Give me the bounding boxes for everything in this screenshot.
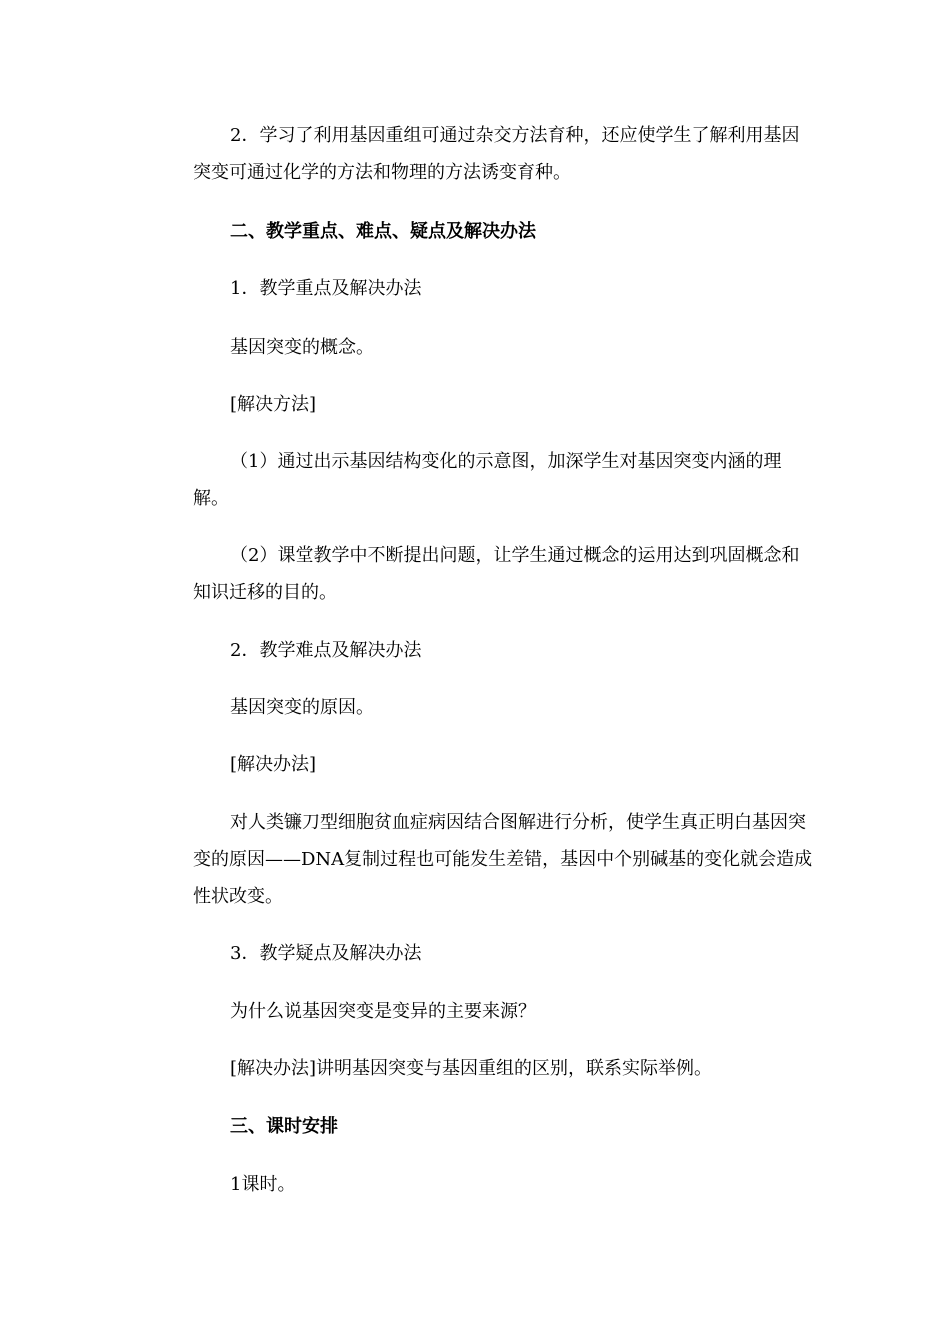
subheading-teaching-doubt: 3．教学疑点及解决办法 [230, 943, 422, 964]
paragraph-method-1: （1）通过出示基因结构变化的示意图，加深学生对基因突变内涵的理解。 [193, 451, 782, 509]
paragraph-doubt-solution: [解决办法]讲明基因突变与基因重组的区别，联系实际举例。 [230, 1058, 713, 1079]
paragraph-breeding-goal: 2．学习了利用基因重组可通过杂交方法育种，还应使学生了解利用基因突变可通过化学的方法和物理的方法诱变育种。 [193, 125, 800, 183]
paragraph-class-hours: 1课时。 [230, 1174, 296, 1195]
paragraph-focus-concept: 基因突变的概念。 [230, 337, 374, 358]
label-solution-approach: [解决办法] [230, 754, 317, 775]
paragraph-difficulty-cause: 基因突变的原因。 [230, 697, 374, 718]
section-heading-key-points: 二、教学重点、难点、疑点及解决办法 [230, 221, 536, 242]
paragraph-method-2: （2）课堂教学中不断提出问题，让学生通过概念的运用达到巩固概念和知识迁移的目的。 [193, 545, 800, 603]
paragraph-sickle-cell-analysis: 对人类镰刀型细胞贫血症病因结合图解进行分析，使学生真正明白基因突变的原因——DNA复制过程也可能发生差错，基因中个别碱基的变化就会造成性状改变。 [193, 812, 813, 907]
paragraph-doubt-question: 为什么说基因突变是变异的主要来源？ [230, 1001, 536, 1022]
subheading-teaching-focus: 1．教学重点及解决办法 [230, 278, 422, 299]
section-heading-schedule: 三、课时安排 [230, 1116, 338, 1137]
subheading-teaching-difficulty: 2．教学难点及解决办法 [230, 640, 422, 661]
label-solution-method: [解决方法] [230, 394, 317, 415]
